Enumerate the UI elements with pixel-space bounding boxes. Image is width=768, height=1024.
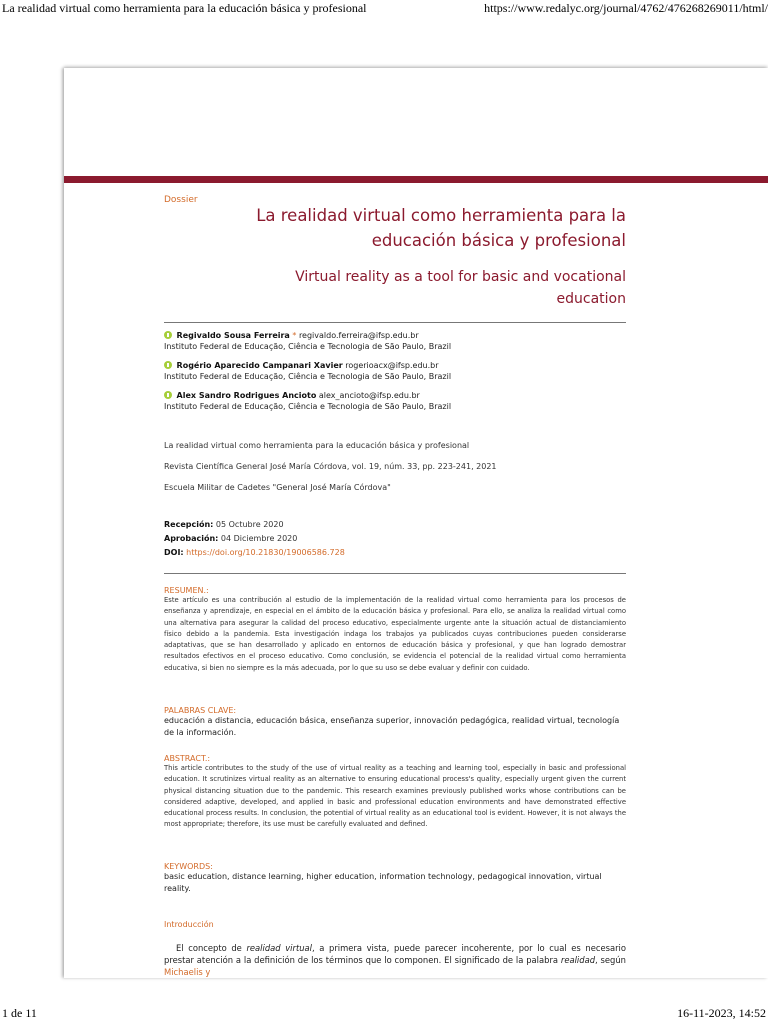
author-name: Alex Sandro Rodrigues Ancioto	[176, 391, 317, 400]
author-email: alex_ancioto@ifsp.edu.br	[318, 391, 420, 400]
article-dates	[164, 518, 626, 560]
article-page	[64, 68, 768, 978]
abstract-section	[164, 754, 626, 831]
reception-date: 05 Octubre 2020	[215, 520, 284, 529]
author-entry	[164, 330, 626, 352]
header-accent-bar	[64, 176, 768, 183]
author-affiliation: Instituto Federal de Educação, Ciência e Tecnologia de São Paulo, Brazil	[164, 342, 452, 351]
divider	[164, 573, 626, 574]
orcid-icon[interactable]	[164, 361, 172, 369]
approval-label: Aprobación:	[164, 534, 219, 543]
palabras-clave-text: educación a distancia, educación básica, enseñanza superior, innovación pedagógica, realidad virtual, tecnología de la información.	[164, 716, 620, 737]
intro-heading: Introducción	[164, 920, 214, 929]
section-label: Dossier	[164, 195, 198, 205]
print-footer	[0, 1004, 768, 1024]
author-affiliation: Instituto Federal de Educação, Ciência e Tecnologia de São Paulo, Brazil	[164, 402, 452, 411]
abstract-label: ABSTRACT.:	[164, 754, 211, 763]
resumen-section	[164, 586, 626, 674]
reference-link[interactable]: Michaelis y	[164, 967, 211, 977]
keywords-label: KEYWORDS:	[164, 862, 213, 871]
print-datetime: 16-11-2023, 14:52	[677, 1006, 766, 1020]
intro-section	[164, 920, 626, 978]
corresponding-marker[interactable]: *	[292, 331, 297, 340]
author-name: Regivaldo Sousa Ferreira	[176, 331, 290, 340]
palabras-clave-label: PALABRAS CLAVE:	[164, 706, 237, 715]
citation-publisher: Escuela Militar de Cadetes "General José María Córdova"	[164, 483, 391, 492]
resumen-text: Este artículo es una contribución al estudio de la implementación de la realidad virtual como herramienta para los procesos de enseñanza y aprendizaje, en especial en el ámbito de la educación básica y profesional. Para ello, se analiza la realidad virtual como una alternativa para asegurar la calidad del proceso educativo, especialmente urgente ante la situación actual de distanciamiento físico debido a la pandemia. Esta investigación indaga los trabajos ya publicados cuyas contribuciones pueden considerarse adaptativas, que se han desarrollado y aplicado en entornos de educación básica y profesional, y que han logrado demostrar resultados efectivos en el proceso educativo. Como conclusión, se evidencia el potencial de la realidad virtual como herramienta educativa, si bien no siempre es la más adecuada, por lo que su uso se debe evaluar y definir con cuidado.	[164, 596, 626, 672]
author-list	[164, 330, 626, 420]
approval-date: 04 Diciembre 2020	[220, 534, 298, 543]
keywords-text: basic education, distance learning, higher education, information technology, pedagogical innovation, virtual reality.	[164, 872, 602, 893]
article-title-en: Virtual reality as a tool for basic and vocational education	[295, 269, 626, 307]
keywords-section	[164, 862, 626, 895]
intro-paragraph: El concepto de realidad virtual, a primera vista, puede parecer incoherente, por lo cual es necesario prestar atención a la definición de los términos que lo componen. El significado de la palabra realidad, según Michaelis y	[164, 943, 627, 977]
author-name: Rogério Aparecido Campanari Xavier	[176, 361, 343, 370]
print-header-title: La realidad virtual como herramienta para la educación básica y profesional	[2, 1, 367, 15]
orcid-icon[interactable]	[164, 391, 172, 399]
citation-title: La realidad virtual como herramienta para la educación básica y profesional	[164, 441, 470, 450]
author-entry	[164, 390, 626, 412]
reception-label: Recepción:	[164, 520, 214, 529]
author-entry	[164, 360, 626, 382]
doi-link[interactable]: https://doi.org/10.21830/19006586.728	[186, 548, 345, 557]
page-counter: 1 de 11	[2, 1006, 37, 1020]
author-email: regivaldo.ferreira@ifsp.edu.br	[298, 331, 419, 340]
citation-info	[164, 440, 626, 503]
abstract-text: This article contributes to the study of the use of virtual reality as a teaching and learning tool, especially in basic and professional education. It scrutinizes virtual reality as an alternative to ensuring educational process's quality, especially urgent given the current physical distancing situation due to the pandemic. This research examines previously published works whose contributions can be considered adaptive, developed, and applied in basic and professional education environments and have demonstrated effective educational process results. In conclusion, the potential of virtual reality as an educational tool is evident. However, it is not always the most appropriate; therefore, its use must be carefully evaluated and defined.	[164, 764, 626, 829]
citation-journal: Revista Científica General José María Córdova, vol. 19, núm. 33, pp. 223-241, 2021	[164, 462, 497, 471]
author-affiliation: Instituto Federal de Educação, Ciência e Tecnologia de São Paulo, Brazil	[164, 372, 452, 381]
article-title-es: La realidad virtual como herramienta para la educación básica y profesional	[256, 206, 626, 250]
resumen-label: RESUMEN.:	[164, 586, 209, 595]
print-header-url[interactable]: https://www.redalyc.org/journal/4762/476268269011/html/	[484, 1, 768, 15]
print-header	[0, 0, 768, 18]
author-email: rogerioacx@ifsp.edu.br	[345, 361, 439, 370]
palabras-clave-section	[164, 706, 626, 739]
divider	[164, 322, 626, 323]
doi-label: DOI:	[164, 548, 184, 557]
orcid-icon[interactable]	[164, 331, 172, 339]
